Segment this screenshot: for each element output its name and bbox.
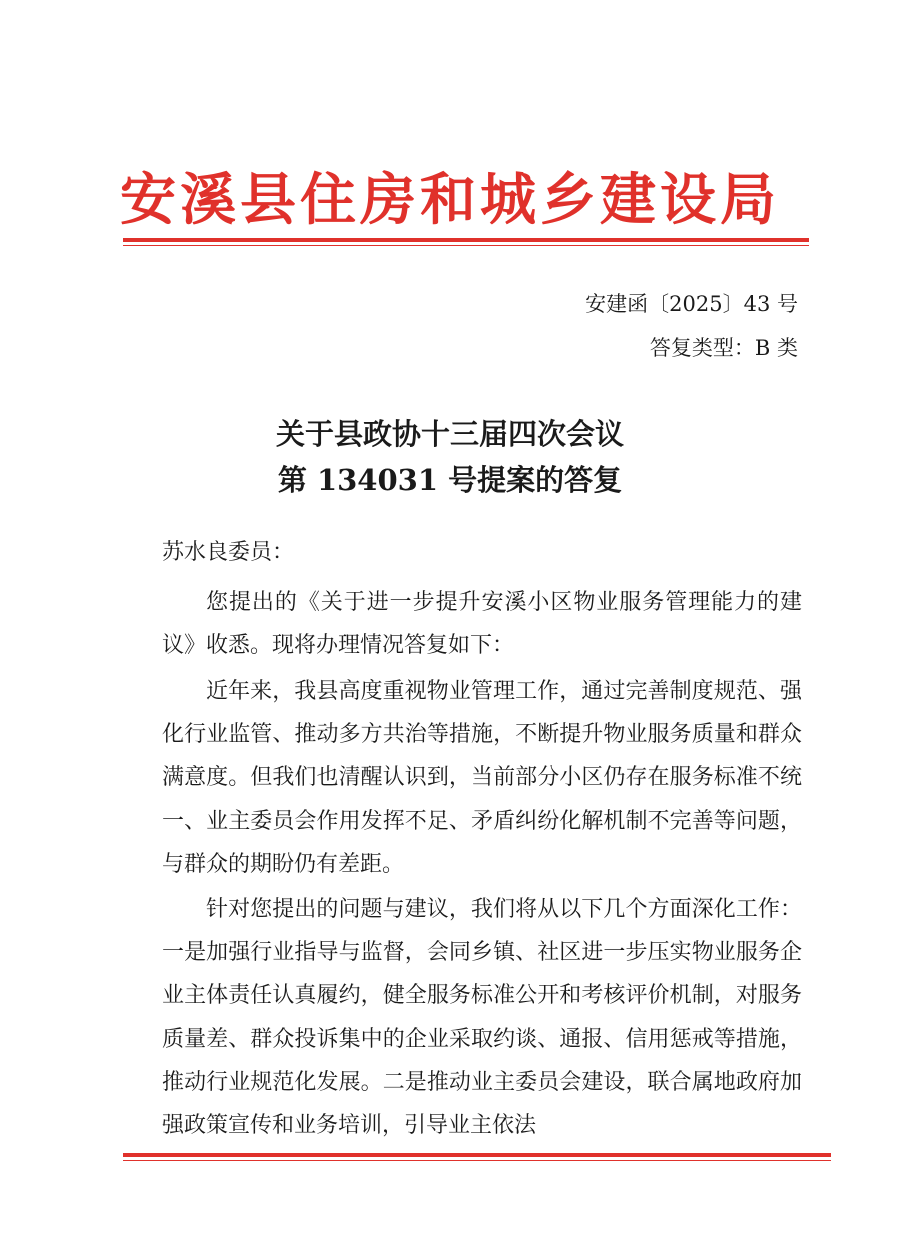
body-paragraph: 您提出的《关于进一步提升安溪小区物业服务管理能力的建议》收悉。现将办理情况答复如下： — [162, 590, 802, 659]
document-title-line-1: 关于县政协十三届四次会议 — [275, 417, 624, 451]
salutation: 苏水良委员： — [162, 540, 295, 565]
document-number: 安建函〔2025〕43 号 — [585, 292, 798, 316]
body-paragraph: 近年来，我县高度重视物业管理工作，通过完善制度规范、强化行业监管、推动多方共治等措施，不断提升物业服务质量和群众满意度。但我们也清醒认识到，当前部分小区仍存在服务标准不统一、业主委员会作用发挥不足、矛盾纠纷化解机制不完善等问题，与群众的期盼仍有差距。 — [162, 679, 802, 877]
issuing-organization-header: 安溪县住房和城乡建设局 — [120, 167, 780, 233]
document-title-line-2: 第 134031 号提案的答复 — [277, 463, 623, 497]
header-divider-thick — [123, 238, 809, 242]
header-divider-thin — [123, 245, 809, 246]
footer-divider-thin — [123, 1160, 831, 1161]
reply-type: 答复类型：B 类 — [649, 336, 798, 360]
footer-divider-thick — [123, 1153, 831, 1157]
body-paragraph: 针对您提出的问题与建议，我们将从以下几个方面深化工作：一是加强行业指导与监督，会同乡镇、社区进一步压实物业服务企业主体责任认真履约，健全服务标准公开和考核评价机制，对服务质量差、群众投诉集中的企业采取约谈、通报、信用惩戒等措施，推动行业规范化发展。二是推动业主委员会建设，联合属地政府加强政策宣传和业务培训，引导业主依法 — [162, 897, 802, 1139]
